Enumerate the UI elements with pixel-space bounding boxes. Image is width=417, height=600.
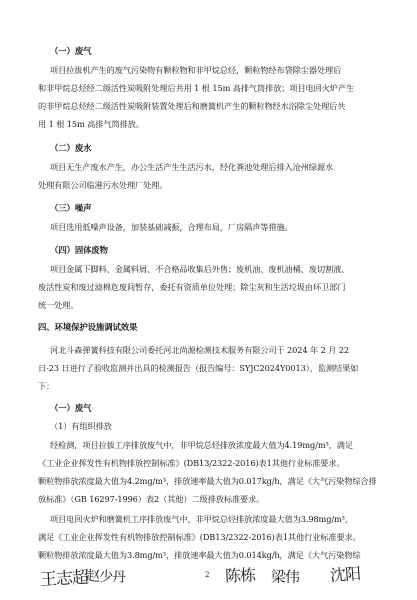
- paragraph-line: 废活性炭和废过滤棉危废间暂存，委托有资质单位处理；除尘灰和生活垃圾由环卫部门: [38, 282, 346, 292]
- paragraph-line: 项目金属下脚料、金属料屑、不合格品收集后外售；废机油、废机油桶、废切割液、: [50, 264, 350, 274]
- paragraph-line: 颗粒物排放浓度最大值为3.8mg/m³，排放速率最大值为0.014kg/h，满足《大气污染物综: [38, 550, 361, 560]
- section-heading-solid-waste: （四）固体废物: [50, 245, 108, 255]
- paragraph-line: 河北斗森弹簧科技有限公司委托河北尚源检测技术服务有限公司于 2024 年 2 月 22: [50, 345, 349, 355]
- signature: 陈栋: [224, 565, 256, 586]
- paragraph-line: 处理有限公司临港污水处理厂处理。: [38, 180, 168, 190]
- paragraph-line: 满足《工业企业挥发性有机物排放控制标准》(DB13/2322-2016)表1其他行业标准要求。: [38, 532, 361, 542]
- paragraph-line: 统一处理。: [38, 300, 79, 310]
- signature: 沈阳: [329, 563, 361, 586]
- page-number: 2: [205, 571, 210, 579]
- section-heading-waste-water: （二）废水: [50, 143, 92, 153]
- section-heading-waste-gas: （一）废气: [50, 46, 92, 56]
- section-heading-noise: （三）噪声: [50, 203, 92, 213]
- paragraph-line: 项目拉拔机产生的废气污染物有颗粒物和非甲烷总烃，颗粒物经布袋除尘器处理后: [50, 65, 342, 75]
- signature: 梁伟: [270, 567, 300, 587]
- section-heading-commissioning-results: 四、环境保护设施调试效果: [38, 322, 138, 332]
- paragraph-line: 用 1 根 15m 高排气筒排放。: [38, 119, 144, 129]
- paragraph-line: 放标准》（GB 16297-1996）表2（其他）二级排放标准要求。: [38, 494, 265, 504]
- paragraph-line: 的非甲烷总烃经二级活性炭吸附装置处理后和磨簧机产生的颗粒物经水浴除尘处理后共: [38, 101, 346, 111]
- paragraph-line: 经检测，项目拉拔工序排放废气中，非甲烷总烃排放浓度最大值为4.19mg/m³，满足: [50, 440, 353, 450]
- subsection-heading-organized-emission: （1）有组织排放: [50, 421, 112, 431]
- subsection-heading-waste-gas: （一）废气: [50, 403, 92, 413]
- paragraph-line: 和非甲烷总烃经二级活性炭吸附处理后共用 1 根 15m 高排气筒排放；项目电回火炉产生: [38, 83, 355, 93]
- paragraph-line: 颗粒物排放浓度最大值为4.2mg/m³，排放速率最大值为0.017kg/h，满足《大气污染物综合排: [38, 476, 377, 486]
- paragraph-line: 项目电回火炉和磨簧机工序排放废气中，非甲烷总烃排放浓度最大值为3.98mg/m³，: [50, 514, 353, 524]
- signature: 赵少丹: [85, 568, 126, 586]
- paragraph-line: 日-23 日进行了验收监测并出具的检测报告（报告编号：SYJC2024Y0013），监测结果如: [38, 363, 359, 373]
- paragraph-line: 下：: [38, 381, 55, 391]
- signature: 王志超: [39, 567, 89, 591]
- paragraph-line: 项目无生产废水产生，办公生活产生生活污水，经化粪池处理后排入沧州绿源水: [50, 162, 334, 172]
- paragraph-line: 《工业企业挥发性有机物排放控制标准》(DB13/2322-2016)表1其他行业标准要求。: [38, 458, 345, 468]
- paragraph-line: 项目选用低噪声设备，加装基础减振，合理布局，厂房隔声等措施。: [50, 222, 293, 232]
